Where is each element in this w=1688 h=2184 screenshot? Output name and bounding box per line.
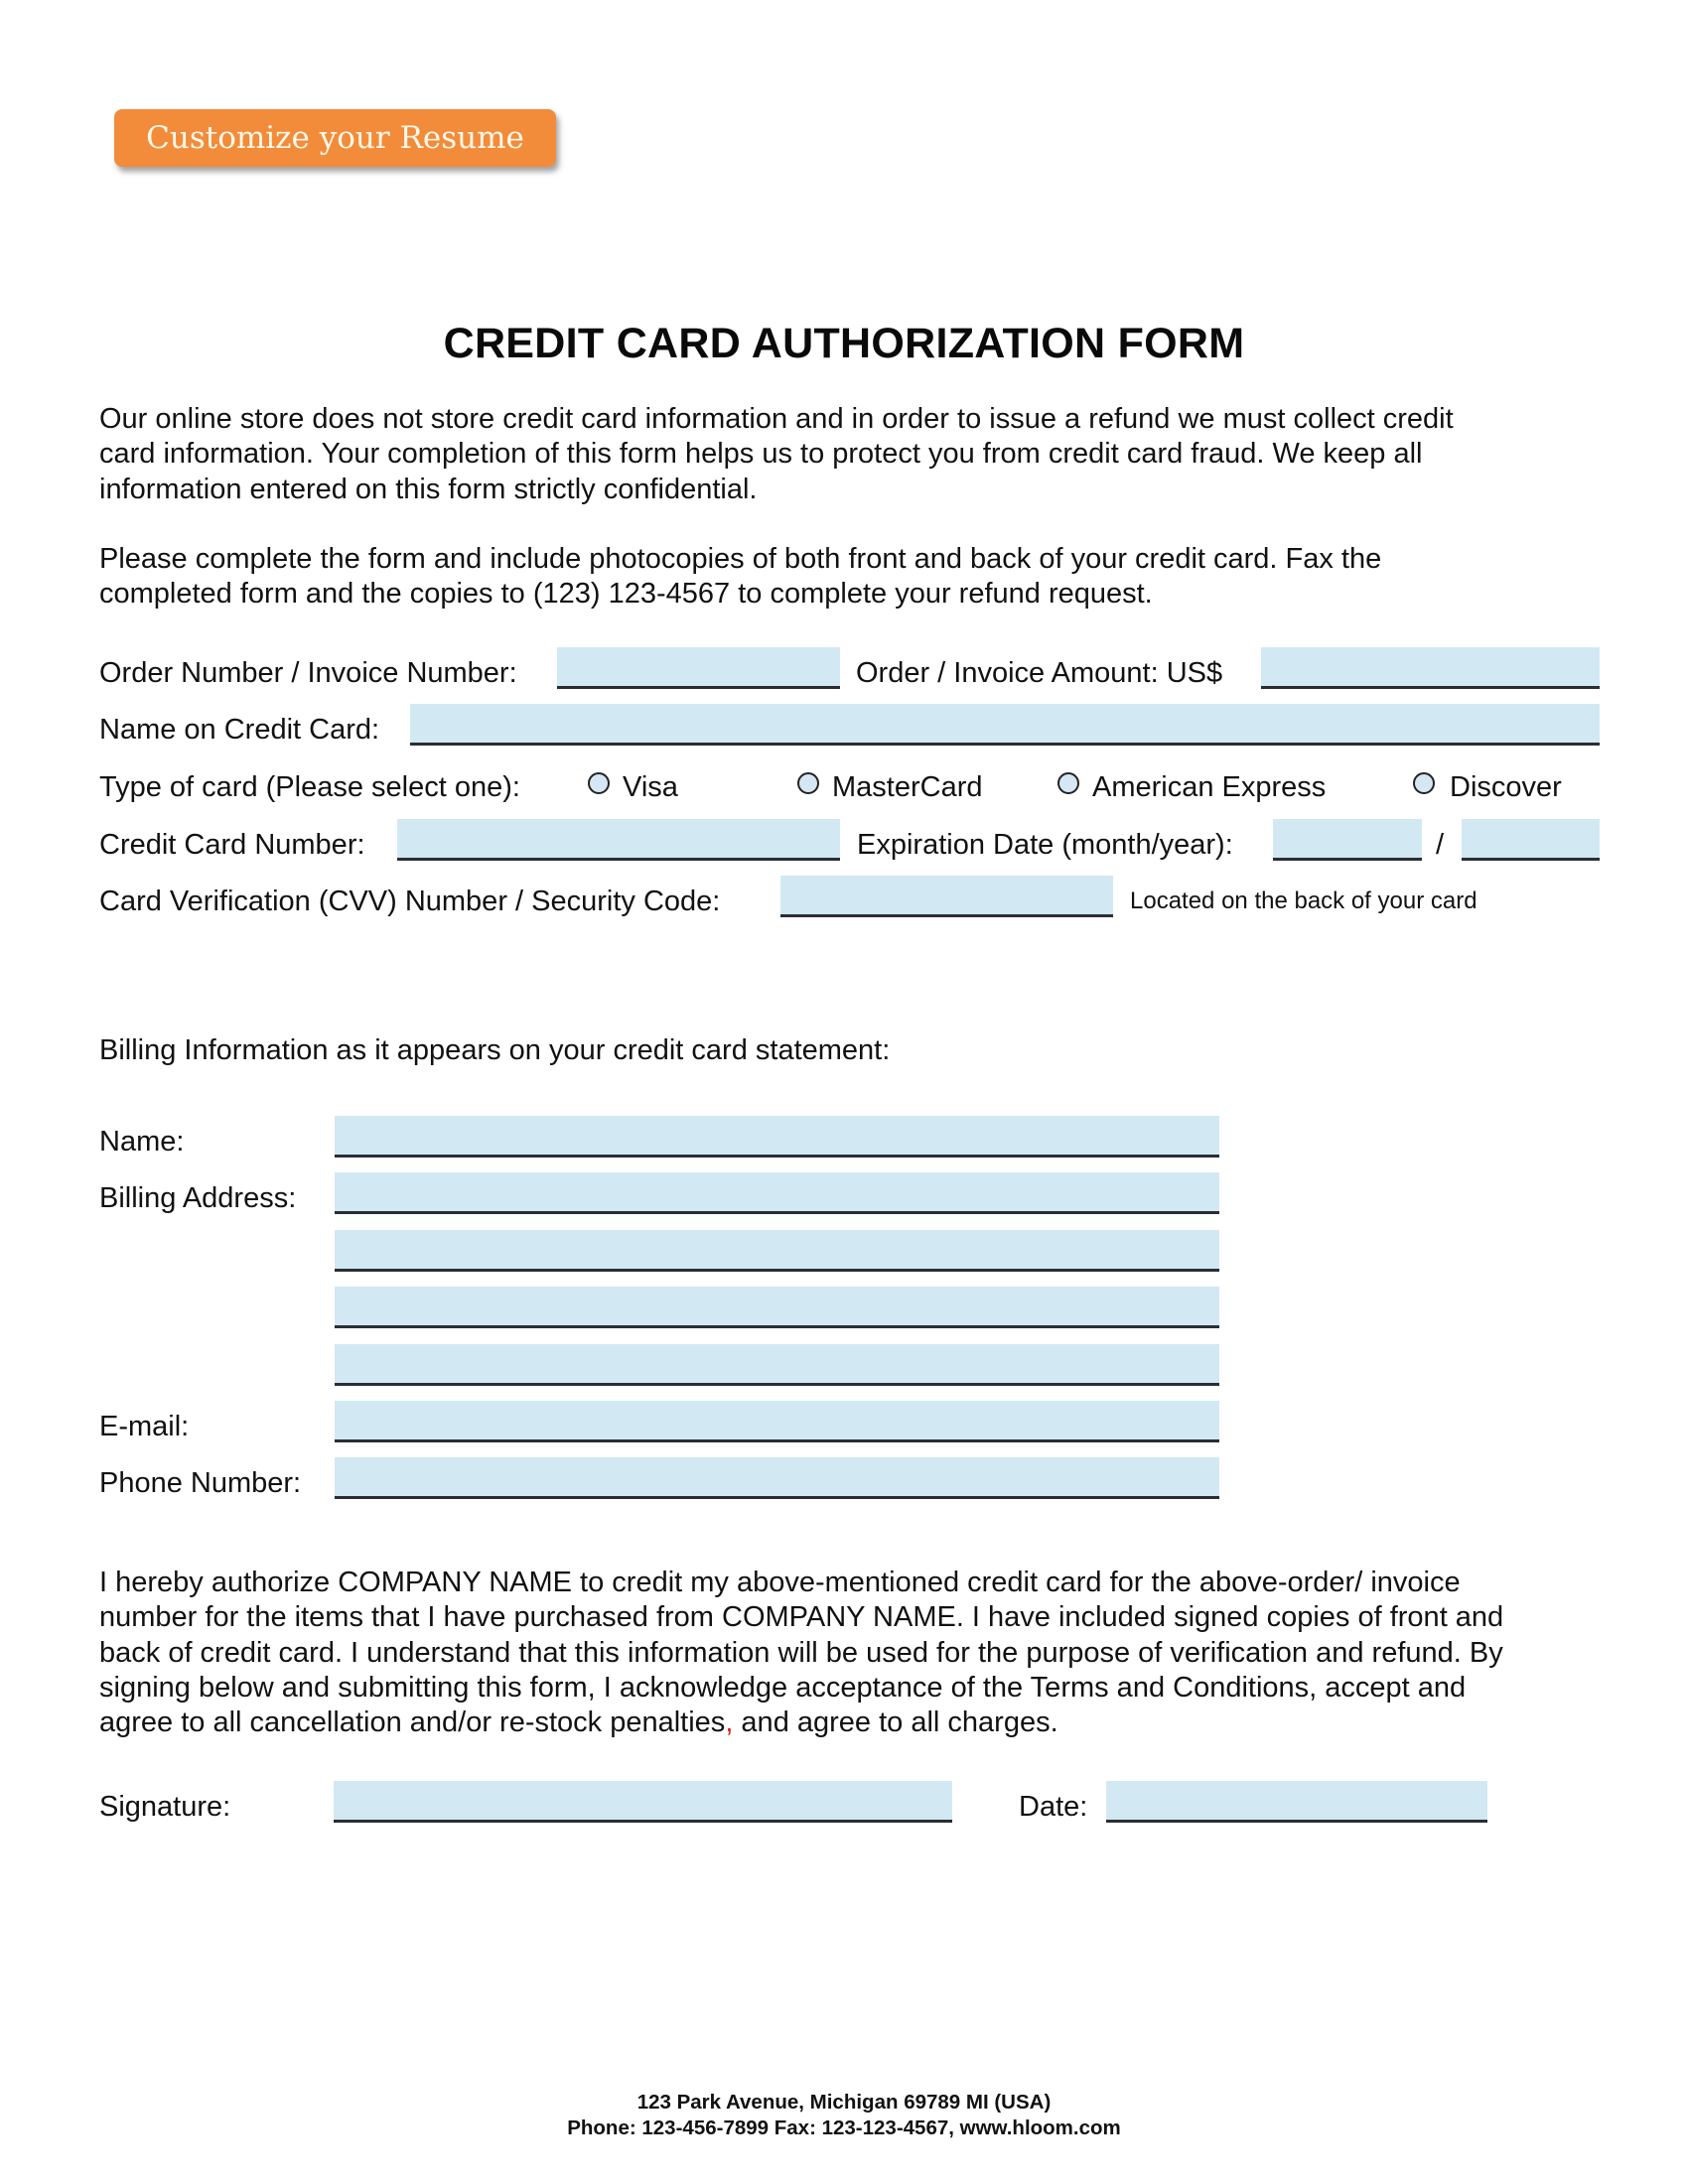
radio-american-express[interactable]	[1057, 772, 1079, 794]
date-field[interactable]	[1106, 1781, 1487, 1823]
authorization-line: signing below and submitting this form, I acknowledge acceptance of the Terms and Conditions, accept and	[99, 1671, 1467, 1704]
email-label: E-mail:	[99, 1411, 190, 1442]
expiration-year-field[interactable]	[1462, 819, 1600, 861]
authorization-paragraph	[99, 1566, 1648, 1740]
expiration-label: Expiration Date (month/year):	[857, 829, 1233, 861]
intro-paragraph-1	[99, 402, 1609, 507]
card-type-label: Type of card (Please select one):	[99, 771, 520, 803]
name-on-card-field[interactable]	[410, 704, 1600, 746]
billing-address-label: Billing Address:	[99, 1182, 297, 1214]
radio-mastercard[interactable]	[797, 772, 819, 794]
cvv-note: Located on the back of your card	[1130, 887, 1477, 914]
order-amount-field[interactable]	[1261, 647, 1600, 689]
footer-contact: Phone: 123-456-7899 Fax: 123-123-4567, www.hloom.com	[567, 2116, 1121, 2139]
intro-line: Please complete the form and include photocopies of both front and back of your credit card. Fax the	[99, 543, 1382, 575]
billing-address-line-1[interactable]	[335, 1172, 1219, 1214]
authorization-line: I hereby authorize COMPANY NAME to credit my above-mentioned credit card for the above-order/ invoice	[99, 1567, 1461, 1598]
date-label: Date:	[1019, 1791, 1088, 1823]
expiration-month-field[interactable]	[1273, 819, 1422, 861]
billing-name-field[interactable]	[335, 1116, 1219, 1158]
billing-heading: Billing Information as it appears on your credit card statement:	[99, 1034, 891, 1066]
cvv-label: Card Verification (CVV) Number / Security Code:	[99, 886, 721, 917]
intro-line: Our online store does not store credit card information and in order to issue a refund we must collect credit	[99, 403, 1454, 435]
authorization-text: agree to all cancellation and/or re-stock penalties	[99, 1706, 726, 1739]
signature-field[interactable]	[334, 1781, 952, 1823]
authorization-text: and agree to all charges.	[733, 1706, 1058, 1739]
order-number-label: Order Number / Invoice Number:	[99, 657, 517, 689]
authorization-line	[99, 1706, 1648, 1740]
card-type-visa-label[interactable]: Visa	[623, 771, 678, 803]
phone-label: Phone Number:	[99, 1467, 302, 1499]
footer-address: 123 Park Avenue, Michigan 69789 MI (USA)	[636, 2091, 1052, 2114]
intro-line: information entered on this form strictly confidential.	[99, 473, 758, 505]
order-number-field[interactable]	[557, 647, 840, 689]
customize-resume-button[interactable]: Customize your Resume	[114, 109, 556, 167]
signature-label: Signature:	[99, 1791, 231, 1823]
authorization-line: number for the items that I have purchased from COMPANY NAME. I have included signed copies of front and	[99, 1601, 1504, 1634]
card-number-field[interactable]	[397, 819, 840, 861]
phone-field[interactable]	[335, 1457, 1219, 1499]
billing-address-line-4[interactable]	[335, 1344, 1219, 1386]
radio-discover[interactable]	[1413, 772, 1435, 794]
billing-address-line-3[interactable]	[335, 1287, 1219, 1328]
page-title: CREDIT CARD AUTHORIZATION FORM	[443, 320, 1245, 367]
intro-paragraph-2	[99, 542, 1609, 613]
order-amount-label: Order / Invoice Amount: US$	[856, 657, 1223, 689]
billing-name-label: Name:	[99, 1126, 185, 1158]
card-number-label: Credit Card Number:	[99, 829, 365, 861]
intro-line: card information. Your completion of this form helps us to protect you from credit card fraud. We keep all	[99, 438, 1423, 471]
card-type-discover-label[interactable]: Discover	[1450, 771, 1562, 803]
card-type-mastercard-label[interactable]: MasterCard	[832, 771, 983, 803]
name-on-card-label: Name on Credit Card:	[99, 714, 380, 746]
billing-address-line-2[interactable]	[335, 1230, 1219, 1272]
authorization-line: back of credit card. I understand that this information will be used for the purpose of verification and refund. By	[99, 1636, 1503, 1669]
expiration-separator: /	[1436, 829, 1445, 861]
card-type-amex-label[interactable]: American Express	[1092, 771, 1327, 803]
intro-line: completed form and the copies to (123) 123-4567 to complete your refund request.	[99, 578, 1153, 611]
red-comma: ,	[725, 1706, 734, 1739]
email-field[interactable]	[335, 1401, 1219, 1442]
radio-visa[interactable]	[588, 772, 610, 794]
cvv-field[interactable]	[780, 876, 1113, 917]
